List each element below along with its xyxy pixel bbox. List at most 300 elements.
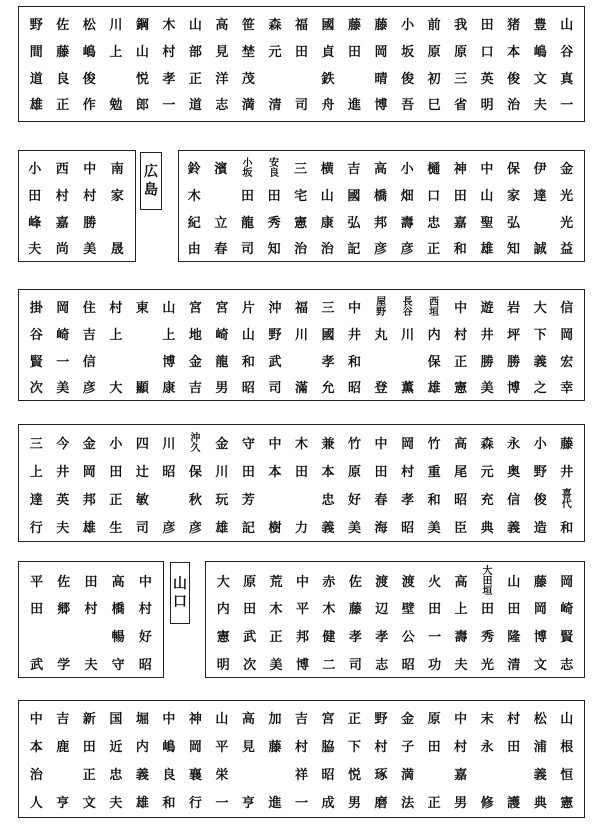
name-char: 嘉 [55, 215, 69, 231]
name-char: 博 [162, 354, 176, 370]
name-char: 幸 [560, 380, 574, 396]
name-char: 英 [480, 71, 494, 87]
name-char: 田 [427, 739, 441, 755]
name-char: 記 [347, 241, 361, 257]
name-char: 好 [348, 492, 362, 508]
name-char: 義 [507, 520, 521, 536]
name-char: 高 [215, 17, 229, 33]
name-char: 鹿 [56, 739, 70, 755]
name-char: 勝 [480, 354, 494, 370]
name-char: 木 [294, 436, 308, 452]
name-char: 三 [29, 436, 43, 452]
name-char: 鈴 [187, 161, 201, 177]
name-char: 男 [215, 380, 229, 396]
name-char: 金 [82, 436, 96, 452]
name-char: 田 [507, 601, 521, 617]
name-char: 中 [83, 161, 97, 177]
region-label-char: 広 [144, 164, 158, 180]
name-grid-5-right [206, 562, 584, 677]
name-char: 海 [374, 520, 388, 536]
name-char: 守 [111, 657, 125, 673]
name-char: 俊 [533, 492, 547, 508]
name-char: 田 [243, 601, 257, 617]
name-char: 義 [321, 520, 335, 536]
name-char: 保 [506, 161, 520, 177]
name-char: 高 [111, 574, 125, 590]
name-char: 典 [480, 520, 494, 536]
name-char: 雄 [480, 241, 494, 257]
name-char: 嶋 [82, 44, 96, 60]
name-char: 志 [215, 97, 229, 113]
name-char: 金 [188, 354, 202, 370]
name-char: 忠 [427, 215, 441, 231]
name-char: 掛 [29, 300, 43, 316]
name-char: 正 [269, 629, 283, 645]
name-char: 平 [30, 574, 44, 590]
name-char: 埜 [241, 44, 255, 60]
name-char: 孝 [375, 629, 389, 645]
name-char: 行 [188, 795, 202, 811]
name-char: 中 [162, 711, 176, 727]
name-char: 野 [268, 327, 282, 343]
name-char: 磨 [374, 795, 388, 811]
name-char: 田 [294, 44, 308, 60]
name-char: 荒 [269, 574, 283, 590]
name-char: 火 [428, 574, 442, 590]
name-char: 雄 [215, 520, 229, 536]
name-char: 司 [240, 241, 254, 257]
name-list-box-5-left [18, 561, 164, 678]
name-char: 博 [533, 629, 547, 645]
name-char: 正 [188, 71, 202, 87]
name-char: 岡 [82, 464, 96, 480]
name-char: 前 [427, 17, 441, 33]
name-char: 英 [56, 492, 70, 508]
name-char: 功 [428, 657, 442, 673]
name-char: 井 [56, 464, 70, 480]
name-char: 芳 [241, 492, 255, 508]
name-char: 樋 [427, 161, 441, 177]
name-char: 田 [507, 739, 521, 755]
name-char: 村 [55, 188, 69, 204]
name-list-box-4 [18, 424, 585, 542]
name-char: 村 [294, 739, 308, 755]
name-char: 木 [162, 17, 176, 33]
name-char: 俊 [401, 71, 415, 87]
name-char: 博 [374, 97, 388, 113]
name-char: 雄 [29, 97, 43, 113]
name-char: 丸 [374, 327, 388, 343]
name-char: 昭 [454, 492, 468, 508]
name-char: 隆 [507, 629, 521, 645]
name-char: 春 [374, 492, 388, 508]
name-char: 道 [188, 97, 202, 113]
name-char: 春 [214, 241, 228, 257]
name-char: 悦 [135, 71, 149, 87]
name-char: 昭 [241, 380, 255, 396]
name-char: 邦 [82, 492, 96, 508]
name-char: 明 [216, 657, 230, 673]
name-char: 彦 [400, 241, 414, 257]
name-char: 中 [295, 574, 309, 590]
name-char: 保 [427, 354, 441, 370]
name-char: 明 [480, 97, 494, 113]
name-char: 木 [322, 601, 336, 617]
name-char: 益 [560, 241, 574, 257]
name-char: 吉 [347, 161, 361, 177]
name-char: 壽 [454, 629, 468, 645]
name-char: 村 [138, 601, 152, 617]
name-char: 田 [30, 601, 44, 617]
name-char: 渡 [375, 574, 389, 590]
name-char: 薫 [401, 380, 415, 396]
name-char: 原 [427, 44, 441, 60]
name-char: 信 [560, 300, 574, 316]
name-char: 祥 [294, 767, 308, 783]
name-char: 中 [29, 711, 43, 727]
name-grid-2-right [179, 151, 584, 261]
name-char: 司 [135, 520, 149, 536]
name-char: 村 [162, 44, 176, 60]
name-list-box-1 [18, 6, 585, 122]
name-char: 龍 [240, 215, 254, 231]
name-char: 真 [560, 71, 574, 87]
name-char: 武 [30, 657, 44, 673]
name-char: 昭 [138, 657, 152, 673]
name-list-box-6 [18, 700, 585, 818]
name-char: 田 [84, 574, 98, 590]
name-char: 康 [162, 380, 176, 396]
name-char: 西 垣 [429, 297, 440, 318]
region-label-yamaguchi [170, 562, 190, 624]
name-char: 紀 [187, 215, 201, 231]
name-char: 片 [241, 300, 255, 316]
name-char: 内 [427, 327, 441, 343]
name-char: 村 [374, 739, 388, 755]
name-char: 三 [454, 71, 468, 87]
name-char: 地 [188, 327, 202, 343]
name-char: 保 [188, 464, 202, 480]
name-char: 司 [268, 380, 282, 396]
name-char: 孝 [321, 354, 335, 370]
name-char: 辻 [135, 464, 149, 480]
name-char: 立 [214, 215, 228, 231]
name-char: 俊 [507, 71, 521, 87]
name-char: 美 [427, 520, 441, 536]
name-char: 貞 [321, 44, 335, 60]
name-char: 弘 [347, 215, 361, 231]
name-char: 村 [109, 300, 123, 316]
name-char: 夫 [533, 97, 547, 113]
name-char: 良 [162, 767, 176, 783]
name-char: 学 [57, 657, 71, 673]
name-char: 中 [348, 300, 362, 316]
name-char: 茂 [241, 71, 255, 87]
name-char: 脇 [321, 739, 335, 755]
name-char: 正 [56, 97, 70, 113]
name-char: 典 [533, 795, 547, 811]
name-char: 三 [294, 161, 308, 177]
name-char: 山 [320, 188, 334, 204]
name-char: 家 [506, 188, 520, 204]
name-char: 弘 [506, 215, 520, 231]
name-char: 彦 [162, 520, 176, 536]
name-char: 兼 [321, 436, 335, 452]
name-char: 彦 [82, 380, 96, 396]
name-char: 由 [187, 241, 201, 257]
name-char: 奥 [507, 464, 521, 480]
name-char: 豊 [533, 17, 547, 33]
name-char: 樹 [268, 520, 282, 536]
name-char: 宮 [188, 300, 202, 316]
name-char: 見 [241, 739, 255, 755]
name-char: 忠 [321, 492, 335, 508]
name-char: 中 [374, 436, 388, 452]
name-char: 正 [427, 241, 441, 257]
name-char: 井 [348, 327, 362, 343]
name-char: 義 [533, 354, 547, 370]
name-char: 伊 [533, 161, 547, 177]
name-char: 雄 [82, 520, 96, 536]
name-char: 和 [348, 354, 362, 370]
name-grid-2-left [19, 151, 135, 261]
name-char: 笹 [241, 17, 255, 33]
name-char: 田 [480, 601, 494, 617]
name-char: 川 [294, 327, 308, 343]
name-char: 永 [507, 436, 521, 452]
name-char: 岡 [401, 436, 415, 452]
name-char: 清 [268, 97, 282, 113]
name-char: 吾 [401, 97, 415, 113]
name-char: 吉 [82, 327, 96, 343]
name-char: 達 [29, 492, 43, 508]
name-char: 憲 [294, 215, 308, 231]
name-char: 沖 久 [190, 433, 201, 454]
name-char: 治 [294, 241, 308, 257]
name-char: 雄 [427, 380, 441, 396]
name-char: 山 [135, 44, 149, 60]
name-char: 田 [428, 601, 442, 617]
name-char: 村 [401, 464, 415, 480]
name-char: 上 [109, 44, 123, 60]
name-char: 金 [215, 436, 229, 452]
name-list-box-2-right [178, 150, 585, 262]
name-char: 美 [480, 380, 494, 396]
name-char: 長 谷 [402, 297, 413, 318]
name-char: 崎 [560, 601, 574, 617]
name-char: 小 [401, 17, 415, 33]
name-char: 満 [401, 767, 415, 783]
name-char: 岩 [507, 300, 521, 316]
name-char: 二 [322, 657, 336, 673]
name-char: 浦 [533, 739, 547, 755]
name-char: 野 [29, 17, 43, 33]
name-char: 崎 [215, 327, 229, 343]
name-char: 田 [348, 44, 362, 60]
name-char: 森 [268, 17, 282, 33]
name-char: 昭 [401, 520, 415, 536]
name-char: 満 [241, 97, 255, 113]
name-char: 永 [480, 739, 494, 755]
name-char: 一 [162, 97, 176, 113]
name-char: 遊 [480, 300, 494, 316]
name-char: 鉄 [321, 71, 335, 87]
name-char: 次 [243, 657, 257, 673]
name-char: 公 [401, 629, 415, 645]
name-char: 高 [241, 711, 255, 727]
name-char: 人 [29, 795, 43, 811]
name-char: 夫 [109, 795, 123, 811]
name-char: 達 [533, 188, 547, 204]
name-char: 忠 [109, 767, 123, 783]
name-char: 義 [533, 767, 547, 783]
name-char: 木 [187, 188, 201, 204]
name-char: 井 [560, 464, 574, 480]
name-char: 亨 [56, 795, 70, 811]
name-char: 佐 [56, 17, 70, 33]
name-char: 光 [480, 657, 494, 673]
name-char: 司 [348, 657, 362, 673]
name-char: 野 [533, 464, 547, 480]
name-char: 家 [110, 188, 124, 204]
name-char: 田 [374, 464, 388, 480]
name-char: 福 [294, 17, 308, 33]
name-char: 美 [83, 241, 97, 257]
name-char: 金 [560, 161, 574, 177]
name-char: 壽 [400, 215, 414, 231]
name-char: 登 [374, 380, 388, 396]
name-char: 勉 [109, 97, 123, 113]
name-char: 原 [454, 44, 468, 60]
name-char: 原 [243, 574, 257, 590]
name-char: 行 [29, 520, 43, 536]
name-char: 吉 [294, 711, 308, 727]
name-char: 岡 [533, 601, 547, 617]
name-char: 昭 [348, 380, 362, 396]
name-char: 田 [453, 188, 467, 204]
name-char: 谷 [29, 327, 43, 343]
name-char: 文 [533, 657, 547, 673]
name-char: 美 [56, 380, 70, 396]
name-char: 晟 [110, 241, 124, 257]
name-char: 文 [533, 71, 547, 87]
name-char: 美 [269, 657, 283, 673]
name-char: 吉 [56, 711, 70, 727]
name-char: 國 [347, 188, 361, 204]
name-char: 夫 [56, 520, 70, 536]
name-char: 成 [321, 795, 335, 811]
name-char: 文 [82, 795, 96, 811]
name-char: 博 [507, 380, 521, 396]
name-char: 進 [348, 97, 362, 113]
name-char: 邦 [373, 215, 387, 231]
name-char: 畑 [400, 188, 414, 204]
name-char: 俊 [82, 71, 96, 87]
name-char: 一 [56, 354, 70, 370]
name-char: 守 [241, 436, 255, 452]
name-char: 小 [109, 436, 123, 452]
name-char: 秀 [267, 215, 281, 231]
name-char: 佐 [348, 574, 362, 590]
name-char: 夫 [84, 657, 98, 673]
name-char: 小 [533, 436, 547, 452]
name-char: 藤 [348, 601, 362, 617]
name-char: 尾 [454, 464, 468, 480]
name-char: 藤 [560, 436, 574, 452]
name-char: 重 [427, 464, 441, 480]
name-char: 近 [109, 739, 123, 755]
name-char: 吉 [188, 380, 202, 396]
name-char: 大 田 垣 [482, 566, 493, 597]
name-list-box-5-right [205, 561, 585, 678]
name-char: 治 [29, 767, 43, 783]
name-char: 安 良 [269, 158, 280, 179]
name-char: 川 [215, 464, 229, 480]
name-char: 竹 [427, 436, 441, 452]
name-char: 山 [215, 711, 229, 727]
name-char: 住 [82, 300, 96, 316]
name-char: 岡 [374, 44, 388, 60]
name-char: 鋼 [135, 17, 149, 33]
name-char: 小 [28, 161, 42, 177]
name-char: 崎 [56, 327, 70, 343]
name-char: 松 [533, 711, 547, 727]
name-char: 男 [348, 795, 362, 811]
name-char: 峰 [28, 215, 42, 231]
name-char: 和 [427, 492, 441, 508]
name-char: 藤 [374, 17, 388, 33]
name-char: 本 [507, 44, 521, 60]
name-char: 健 [322, 629, 336, 645]
name-char: 赤 [322, 574, 336, 590]
name-char: 坂 [401, 44, 415, 60]
name-char: 國 [321, 327, 335, 343]
name-char: 山 [560, 711, 574, 727]
name-char: 力 [294, 520, 308, 536]
name-char: 猪 [507, 17, 521, 33]
name-char: 治 [320, 241, 334, 257]
region-label-char: 島 [144, 182, 158, 198]
name-char: 之 [533, 380, 547, 396]
name-grid-4 [19, 425, 584, 541]
name-char: 本 [268, 464, 282, 480]
name-char: 根 [560, 739, 574, 755]
name-char: 東 [135, 300, 149, 316]
name-char: 省 [454, 97, 468, 113]
name-char: 本 [29, 739, 43, 755]
name-char: 次 [29, 380, 43, 396]
name-char: 本 [321, 464, 335, 480]
name-char: 野 [374, 711, 388, 727]
name-char: 博 [295, 657, 309, 673]
name-char: 藤 [56, 44, 70, 60]
name-char: 川 [401, 327, 415, 343]
name-char: 山 [162, 300, 176, 316]
name-char: 山 [241, 327, 255, 343]
name-char: 中 [480, 161, 494, 177]
name-char: 玩 [215, 492, 229, 508]
name-char: 正 [454, 354, 468, 370]
name-char: 南 [110, 161, 124, 177]
name-char: 道 [29, 71, 43, 87]
name-char: 高 [373, 161, 387, 177]
name-char: 襄 [188, 767, 202, 783]
name-char: 部 [188, 44, 202, 60]
name-char: 清 [507, 657, 521, 673]
name-list-box-3 [18, 289, 585, 401]
name-char: 一 [294, 795, 308, 811]
name-char: 平 [215, 739, 229, 755]
